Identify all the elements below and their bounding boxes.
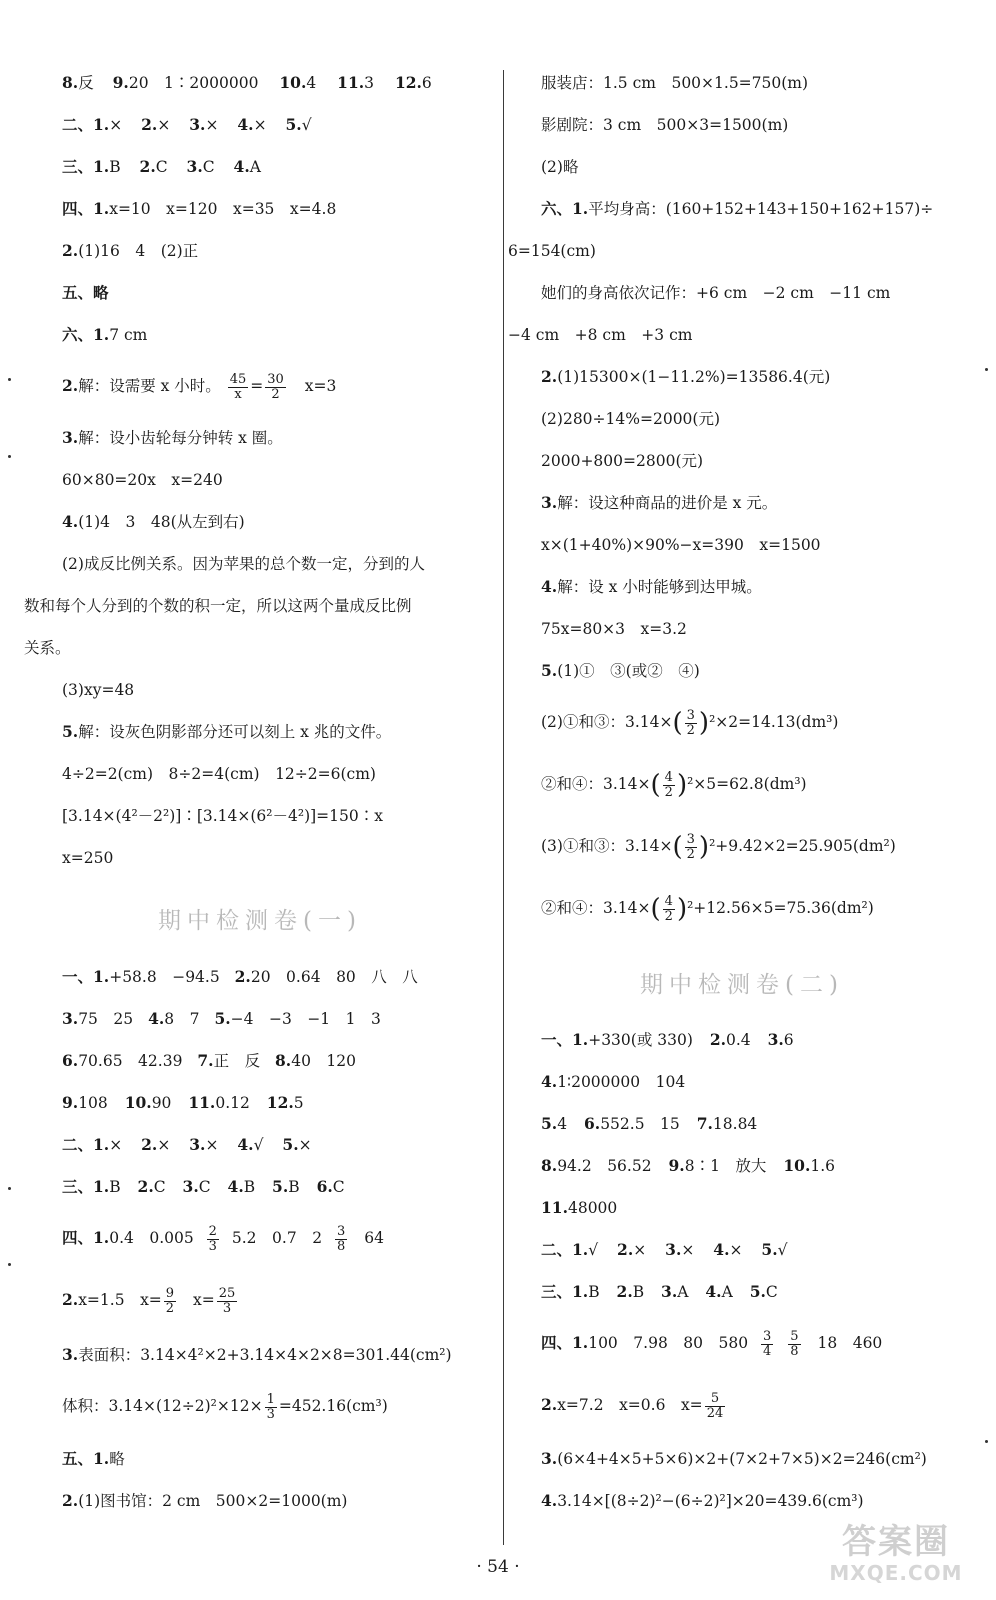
answer-line: 4.解：设 x 小时能够到达甲城。 bbox=[541, 577, 762, 596]
answer-line: 5.4 6.552.5 15 7.18.84 bbox=[541, 1114, 758, 1133]
answer-line: 5.解：设灰色阴影部分还可以刻上 x 兆的文件。 bbox=[62, 722, 392, 741]
answer-line: 2.x=1.5 x= $\frac{9}{2}$ x= $\frac{25}{3}$ bbox=[62, 1285, 236, 1316]
answer-line: 2.(1)16 4 (2)正 bbox=[62, 241, 199, 260]
answer-line: 3.解：设这种商品的进价是 x 元。 bbox=[541, 493, 778, 512]
answer-line: 2.(1)15300×(1−11.2%)=13586.4(元) bbox=[541, 367, 831, 386]
fraction: $\frac{3}{2}$ bbox=[686, 831, 695, 862]
answer-line: (2)①和③：3.14×( $\frac{3}{2}$ )²×2=14.13(dm³) bbox=[541, 707, 839, 738]
answer-line: (2)280÷14%=2000(元) bbox=[541, 410, 721, 428]
fraction: $\frac{45}{x}$ bbox=[229, 371, 247, 402]
page-number: · 54 · bbox=[476, 1557, 520, 1577]
answer-line: (3)xy=48 bbox=[62, 681, 135, 699]
margin-dot bbox=[985, 1440, 988, 1443]
answer-line: 三、1.B 2.B 3.A 4.A 5.C bbox=[541, 1282, 778, 1301]
answer-line: 5.(1)① ③(或② ④) bbox=[541, 661, 700, 680]
answer-line: 三、1.B 2.C 3.C 4.B 5.B 6.C bbox=[62, 1177, 345, 1196]
answer-line: 2.x=7.2 x=0.6 x= $\frac{5}{24}$ bbox=[541, 1390, 724, 1421]
answer-line: 五、略 bbox=[62, 283, 109, 302]
section-heading: 期中检测卷(一) bbox=[158, 908, 362, 934]
answer-line: (2)成反比例关系。因为苹果的总个数一定，分到的人 bbox=[62, 555, 425, 573]
answer-line: 四、1.0.4 0.005 $\frac{2}{3}$ 5.2 0.7 2 $\frac{3}{8}$ 64 bbox=[62, 1223, 384, 1254]
margin-dot bbox=[985, 368, 988, 371]
fraction: $\frac{3}{8}$ bbox=[337, 1223, 346, 1254]
answer-line: 3.表面积：3.14×4²×2+3.14×4×2×8=301.44(cm²) bbox=[62, 1345, 452, 1364]
answer-line: x=250 bbox=[62, 849, 114, 867]
answer-line: 8.94.2 56.52 9.8∶1 放大 10.1.6 bbox=[541, 1156, 835, 1175]
margin-dot bbox=[8, 1263, 11, 1266]
answer-line: 数和每个人分到的个数的积一定，所以这两个量成反比例 bbox=[24, 597, 412, 615]
answer-line: 4÷2=2(cm) 8÷2=4(cm) 12÷2=6(cm) bbox=[62, 765, 376, 783]
fraction: $\frac{9}{2}$ bbox=[165, 1285, 175, 1316]
answer-line: 4.(1)4 3 48(从左到右) bbox=[62, 512, 245, 531]
fraction: $\frac{30}{2}$ bbox=[267, 371, 284, 402]
answer-line: 五、1.略 bbox=[62, 1449, 125, 1468]
answer-line: 二、1.× 2.× 3.× 4.√ 5.× bbox=[62, 1135, 312, 1154]
answer-line: 2000+800=2800(元) bbox=[541, 452, 704, 470]
fraction: $\frac{3}{4}$ bbox=[763, 1328, 772, 1359]
watermark-url: MXQE.COM bbox=[829, 1561, 963, 1585]
answer-line: 11.48000 bbox=[541, 1198, 618, 1217]
answer-line: 3.(6×4+4×5+5×6)×2+(7×2+7×5)×2=246(cm²) bbox=[541, 1449, 927, 1468]
fraction: $\frac{5}{24}$ bbox=[706, 1390, 724, 1421]
answer-line: 9.108 10.90 11.0.12 12.5 bbox=[62, 1093, 304, 1112]
answer-line: 60×80=20x x=240 bbox=[62, 471, 223, 489]
answer-line: 关系。 bbox=[24, 639, 71, 657]
fraction: $\frac{4}{2}$ bbox=[664, 893, 673, 924]
answer-line: 体积：3.14×(12÷2)²×12× $\frac{1}{3}$ =452.16(cm³) bbox=[62, 1391, 388, 1422]
answer-line: ②和④：3.14×( $\frac{4}{2}$ )²×5=62.8(dm³) bbox=[541, 769, 807, 800]
answer-line: [3.14×(4²－2²)]∶[3.14×(6²－4²)]=150∶x bbox=[62, 807, 383, 825]
answer-line: 2.(1)图书馆：2 cm 500×2=1000(m) bbox=[62, 1491, 348, 1510]
fraction: $\frac{1}{3}$ bbox=[266, 1391, 275, 1422]
answer-line: 6.70.65 42.39 7.正 反 8.40 120 bbox=[62, 1051, 357, 1070]
answer-line: 6=154(cm) bbox=[508, 242, 596, 260]
answer-line: 3.75 25 4.8 7 5.−4 −3 −1 1 3 bbox=[62, 1009, 381, 1028]
fraction: $\frac{5}{8}$ bbox=[790, 1328, 799, 1359]
answer-line: 她们的身高依次记作：+6 cm −2 cm −11 cm bbox=[541, 284, 891, 302]
answer-line: 三、1.B 2.C 3.C 4.A bbox=[62, 157, 261, 176]
answer-line: 影剧院：3 cm 500×3=1500(m) bbox=[541, 116, 789, 134]
margin-dot bbox=[8, 455, 11, 458]
answer-line: 六、1.平均身高：(160+152+143+150+162+157)÷ bbox=[541, 199, 934, 218]
section-heading: 期中检测卷(二) bbox=[640, 972, 844, 998]
answer-line: −4 cm +8 cm +3 cm bbox=[508, 326, 693, 344]
answer-line: 服装店：1.5 cm 500×1.5=750(m) bbox=[541, 74, 809, 92]
margin-dot bbox=[8, 378, 11, 381]
answer-line: 四、1.100 7.98 80 580 $\frac{3}{4}$ $\frac{5}{8}$ 18 460 bbox=[541, 1328, 883, 1359]
margin-dot bbox=[8, 1187, 11, 1190]
answer-line: 75x=80×3 x=3.2 bbox=[541, 620, 687, 638]
answer-line: 4.1∶2000000 104 bbox=[541, 1072, 686, 1091]
fraction: $\frac{25}{3}$ bbox=[218, 1285, 236, 1316]
fraction: $\frac{4}{2}$ bbox=[664, 769, 673, 800]
answer-line: 四、1.x=10 x=120 x=35 x=4.8 bbox=[62, 199, 337, 218]
fraction: $\frac{3}{2}$ bbox=[686, 707, 695, 738]
answer-line: (3)①和③：3.14×( $\frac{3}{2}$ )²+9.42×2=25.905(dm²) bbox=[541, 831, 896, 862]
answer-line: 8.反 9.20 1∶2000000 10.4 11.3 12.6 bbox=[62, 73, 432, 92]
answer-line: 一、1.+58.8 −94.5 2.20 0.64 80 八 八 bbox=[62, 967, 418, 986]
answer-line: x×(1+40%)×90%−x=390 x=1500 bbox=[541, 536, 821, 554]
answer-line: 一、1.+330(或 330) 2.0.4 3.6 bbox=[541, 1030, 794, 1049]
answer-line: 4.3.14×[(8÷2)²−(6÷2)²]×20=439.6(cm³) bbox=[541, 1491, 864, 1510]
answer-line: 六、1.7 cm bbox=[62, 325, 148, 344]
fraction: $\frac{2}{3}$ bbox=[208, 1223, 217, 1254]
answer-line: (2)略 bbox=[541, 158, 579, 176]
answer-line: ②和④：3.14×( $\frac{4}{2}$ )²+12.56×5=75.36(dm²) bbox=[541, 893, 874, 924]
watermark bbox=[806, 1522, 986, 1586]
answer-line: 二、1.× 2.× 3.× 4.× 5.√ bbox=[62, 115, 312, 134]
watermark-logo: 答案圈 bbox=[842, 1522, 950, 1562]
answer-line: 二、1.√ 2.× 3.× 4.× 5.√ bbox=[541, 1240, 788, 1259]
column-divider bbox=[503, 70, 504, 1545]
answer-line: 2.解：设需要 x 小时。 $\frac{45}{x}$ = $\frac{30}{2}$ x=3 bbox=[62, 371, 337, 402]
answer-line: 3.解：设小齿轮每分钟转 x 圈。 bbox=[62, 428, 283, 447]
